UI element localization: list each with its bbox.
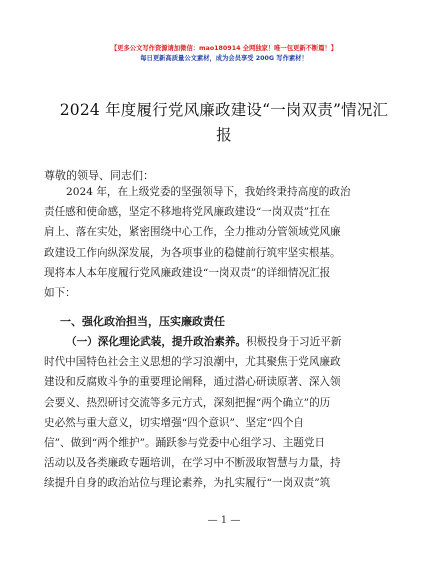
title-line-2: 报 xyxy=(216,126,232,144)
page-number: — 1 — xyxy=(207,515,241,526)
subsection-line: 史必然与重大意义，切实增强“四个意识”、坚定“四个自 xyxy=(44,416,304,429)
intro-line: 肩上、落在实处，紧密围绕中心工作，全力推动分管领域党风廉 xyxy=(44,226,341,239)
subsection-first-line xyxy=(44,332,402,352)
subsection-line: 时代中国特色社会主义思想的学习浪潮中，尤其聚焦于党风廉政 xyxy=(44,356,341,369)
subsection-line: 会要义、热烈研讨交流等多元方式，深刻把握“两个确立”的历 xyxy=(44,396,331,409)
document-title xyxy=(40,98,408,148)
subsection-line: 积极投身于习近平新 xyxy=(246,336,342,348)
intro-line: 现将本人本年度履行党风廉政建设“一岗双责”的详细情况汇报 xyxy=(44,266,331,279)
greeting: 尊敬的领导、同志们： xyxy=(44,169,154,182)
intro-line: 如下： xyxy=(44,287,76,300)
promo-banner xyxy=(0,44,448,64)
title-line-1: 2024 年度履行党风廉政建设“一岗双责”情况汇 xyxy=(59,101,389,119)
promo-line-membership: 每日更新高质量公文素材，成为会员享受 200G 写作素材！ xyxy=(140,55,308,62)
section-1-heading: 一、强化政治担当，压实廉政责任 xyxy=(60,315,225,328)
subsection-line: 活动以及各类廉政专题培训，在学习中不断汲取智慧与力量，持 xyxy=(44,457,341,470)
intro-paragraph xyxy=(44,182,402,303)
subsection-line: 续提升自身的政治站位与理论素养，为扎实履行“一岗双责”筑 xyxy=(44,477,331,490)
subsection-line: 建设和反腐败斗争的重要理论阐释，通过潜心研读原著、深入领 xyxy=(44,376,341,389)
intro-line: 责任感和使命感，坚定不移地将党风廉政建设“一岗双责”扛在 xyxy=(44,206,331,219)
subsection-1-heading: （一）深化理论武装，提升政治素养。 xyxy=(66,336,247,348)
subsection-1-paragraph xyxy=(44,332,402,494)
subsection-line: 信”、做到“两个维护”。踊跃参与党委中心组学习、主题党日 xyxy=(44,437,326,450)
intro-line: 政建设工作向纵深发展，为各项事业的稳健前行筑牢坚实根基。 xyxy=(44,246,341,259)
intro-line: 2024 年，在上级党委的坚强领导下，我始终秉持高度的政治 xyxy=(66,186,351,198)
promo-line-wechat: 【更多公文写作资源请加微信：mao180914 全网独家！唯一包更新不断篇！】 xyxy=(110,45,338,52)
